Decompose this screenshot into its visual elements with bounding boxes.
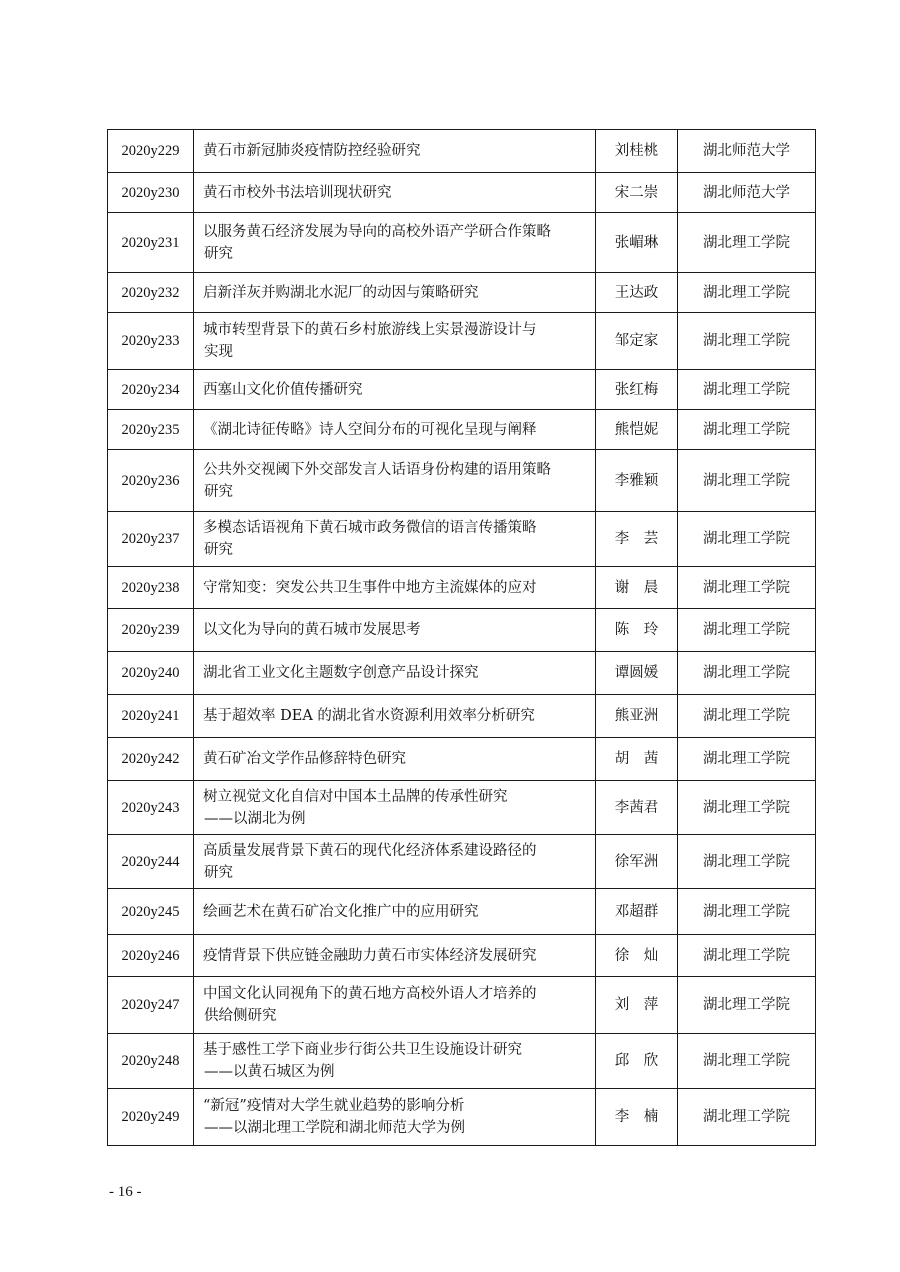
table-row <box>108 450 816 512</box>
project-author-cell: 邓超群 <box>596 889 678 935</box>
project-title-line: 西塞山文化价值传播研究 <box>203 381 363 398</box>
project-title-cell <box>194 835 596 889</box>
project-institution-cell: 湖北理工学院 <box>678 977 816 1034</box>
project-id-cell: 2020y236 <box>108 450 194 512</box>
project-author-cell: 邱 欣 <box>596 1034 678 1089</box>
project-id-cell: 2020y243 <box>108 781 194 835</box>
project-author-cell: 陈 玲 <box>596 609 678 652</box>
project-table-body <box>108 130 816 1146</box>
project-title-line: ——以黄石城区为例 <box>204 1064 335 1080</box>
project-author-cell: 李茜君 <box>596 781 678 835</box>
project-title-cell <box>194 512 596 567</box>
project-title-line: 高质量发展背景下黄石的现代化经济体系建设路径的 <box>203 842 537 859</box>
project-title-line: 基于感性工学下商业步行街公共卫生设施设计研究 <box>203 1042 522 1058</box>
project-title-line: 实现 <box>204 344 233 360</box>
project-title-line: 以文化为导向的黄石城市发展思考 <box>203 622 421 638</box>
project-title-cell <box>194 173 596 213</box>
page-number: - 16 - <box>109 1184 142 1200</box>
table-row <box>108 781 816 835</box>
project-title-cell <box>194 130 596 173</box>
project-title-line: 树立视觉文化自信对中国本土品牌的传承性研究 <box>203 788 508 805</box>
project-id-cell: 2020y239 <box>108 609 194 652</box>
table-row <box>108 173 816 213</box>
project-title-line: 中国文化认同视角下的黄石地方高校外语人才培养的 <box>203 986 537 1002</box>
table-row <box>108 1089 816 1146</box>
project-institution-cell: 湖北理工学院 <box>678 738 816 781</box>
project-title-line: 疫情背景下供应链金融助力黄石市实体经济发展研究 <box>203 947 537 964</box>
project-title-cell <box>194 450 596 512</box>
project-id-cell: 2020y246 <box>108 935 194 977</box>
project-institution-cell: 湖北理工学院 <box>678 450 816 512</box>
project-id-cell: 2020y233 <box>108 313 194 370</box>
project-id-cell: 2020y245 <box>108 889 194 935</box>
project-title-cell <box>194 695 596 738</box>
project-title-cell <box>194 273 596 313</box>
project-institution-cell: 湖北理工学院 <box>678 781 816 835</box>
project-id-cell: 2020y242 <box>108 738 194 781</box>
project-id-cell: 2020y244 <box>108 835 194 889</box>
project-title-line: 守常知变：突发公共卫生事件中地方主流媒体的应对 <box>203 579 537 596</box>
project-author-cell: 谭圆媛 <box>596 652 678 695</box>
project-institution-cell: 湖北理工学院 <box>678 410 816 450</box>
project-title-line: 研究 <box>204 864 233 881</box>
project-title-cell <box>194 370 596 410</box>
project-id-cell: 2020y231 <box>108 213 194 273</box>
project-institution-cell: 湖北理工学院 <box>678 935 816 977</box>
project-title-line: 供给侧研究 <box>204 1008 277 1024</box>
project-id-cell: 2020y229 <box>108 130 194 173</box>
project-title-cell <box>194 1089 596 1146</box>
table-row <box>108 977 816 1034</box>
project-title-cell <box>194 977 596 1034</box>
project-title-cell <box>194 781 596 835</box>
project-institution-cell: 湖北理工学院 <box>678 609 816 652</box>
project-title-line: 启新洋灰并购湖北水泥厂的动因与策略研究 <box>203 284 479 301</box>
project-id-cell: 2020y249 <box>108 1089 194 1146</box>
project-title-cell <box>194 567 596 609</box>
project-title-line: 基于超效率 DEA 的湖北省水资源利用效率分析研究 <box>203 708 535 724</box>
project-title-cell <box>194 889 596 935</box>
project-id-cell: 2020y232 <box>108 273 194 313</box>
project-institution-cell: 湖北理工学院 <box>678 313 816 370</box>
table-row <box>108 313 816 370</box>
table-row <box>108 738 816 781</box>
project-title-cell <box>194 213 596 273</box>
project-institution-cell: 湖北师范大学 <box>678 130 816 173</box>
project-institution-cell: 湖北理工学院 <box>678 512 816 567</box>
project-title-cell <box>194 609 596 652</box>
project-title-cell <box>194 410 596 450</box>
project-institution-cell: 湖北理工学院 <box>678 835 816 889</box>
project-author-cell: 李 楠 <box>596 1089 678 1146</box>
project-author-cell: 王达政 <box>596 273 678 313</box>
project-institution-cell: 湖北理工学院 <box>678 695 816 738</box>
project-title-line: 以服务黄石经济发展为导向的高校外语产学研合作策略 <box>203 223 551 240</box>
table-row <box>108 273 816 313</box>
project-title-line: ——以湖北为例 <box>204 810 306 827</box>
project-title-cell <box>194 652 596 695</box>
project-title-line: 黄石市校外书法培训现状研究 <box>203 184 392 201</box>
project-institution-cell: 湖北理工学院 <box>678 273 816 313</box>
project-author-cell: 刘 萍 <box>596 977 678 1034</box>
project-title-line: 研究 <box>204 245 233 262</box>
project-author-cell: 徐军洲 <box>596 835 678 889</box>
table-row <box>108 889 816 935</box>
project-id-cell: 2020y235 <box>108 410 194 450</box>
table-row <box>108 370 816 410</box>
project-title-cell <box>194 1034 596 1089</box>
project-institution-cell: 湖北师范大学 <box>678 173 816 213</box>
project-table <box>107 129 816 1146</box>
project-author-cell: 谢 晨 <box>596 567 678 609</box>
project-title-line: 城市转型背景下的黄石乡村旅游线上实景漫游设计与 <box>203 322 537 338</box>
project-id-cell: 2020y240 <box>108 652 194 695</box>
project-title-line: “新冠”疫情对大学生就业趋势的影响分析 <box>203 1098 465 1114</box>
project-title-line: 研究 <box>204 483 233 500</box>
project-id-cell: 2020y238 <box>108 567 194 609</box>
project-author-cell: 宋二崇 <box>596 173 678 213</box>
table-row <box>108 410 816 450</box>
table-row <box>108 609 816 652</box>
project-author-cell: 李雅颖 <box>596 450 678 512</box>
project-title-line: 公共外交视阈下外交部发言人话语身份构建的语用策略 <box>203 461 551 478</box>
project-title-cell <box>194 935 596 977</box>
table-row <box>108 652 816 695</box>
project-id-cell: 2020y237 <box>108 512 194 567</box>
project-id-cell: 2020y230 <box>108 173 194 213</box>
project-institution-cell: 湖北理工学院 <box>678 652 816 695</box>
project-id-cell: 2020y234 <box>108 370 194 410</box>
project-id-cell: 2020y247 <box>108 977 194 1034</box>
table-row <box>108 1034 816 1089</box>
project-institution-cell: 湖北理工学院 <box>678 1034 816 1089</box>
project-id-cell: 2020y248 <box>108 1034 194 1089</box>
project-title-line: 《湖北诗征传略》诗人空间分布的可视化呈现与阐释 <box>203 421 537 438</box>
project-title-line: 多模态话语视角下黄石城市政务微信的语言传播策略 <box>203 520 537 536</box>
project-title-line: ——以湖北理工学院和湖北师范大学为例 <box>204 1120 465 1136</box>
project-title-cell <box>194 738 596 781</box>
table-row <box>108 130 816 173</box>
project-author-cell: 李 芸 <box>596 512 678 567</box>
table-row <box>108 567 816 609</box>
table-row <box>108 935 816 977</box>
table-row <box>108 213 816 273</box>
project-institution-cell: 湖北理工学院 <box>678 567 816 609</box>
project-title-line: 绘画艺术在黄石矿冶文化推广中的应用研究 <box>203 903 479 920</box>
project-title-line: 湖北省工业文化主题数字创意产品设计探究 <box>203 665 479 681</box>
project-author-cell: 刘桂桃 <box>596 130 678 173</box>
project-title-line: 黄石矿冶文学作品修辞特色研究 <box>203 751 406 767</box>
project-title-line: 黄石市新冠肺炎疫情防控经验研究 <box>203 143 421 159</box>
project-author-cell: 胡 茜 <box>596 738 678 781</box>
project-author-cell: 张红梅 <box>596 370 678 410</box>
project-author-cell: 熊亚洲 <box>596 695 678 738</box>
project-title-cell <box>194 313 596 370</box>
table-row <box>108 695 816 738</box>
table-row <box>108 512 816 567</box>
project-institution-cell: 湖北理工学院 <box>678 889 816 935</box>
project-institution-cell: 湖北理工学院 <box>678 213 816 273</box>
project-title-line: 研究 <box>204 542 233 558</box>
project-id-cell: 2020y241 <box>108 695 194 738</box>
project-institution-cell: 湖北理工学院 <box>678 370 816 410</box>
project-author-cell: 熊恺妮 <box>596 410 678 450</box>
project-author-cell: 徐 灿 <box>596 935 678 977</box>
table-row <box>108 835 816 889</box>
project-author-cell: 邹定家 <box>596 313 678 370</box>
project-institution-cell: 湖北理工学院 <box>678 1089 816 1146</box>
project-author-cell: 张嵋琳 <box>596 213 678 273</box>
